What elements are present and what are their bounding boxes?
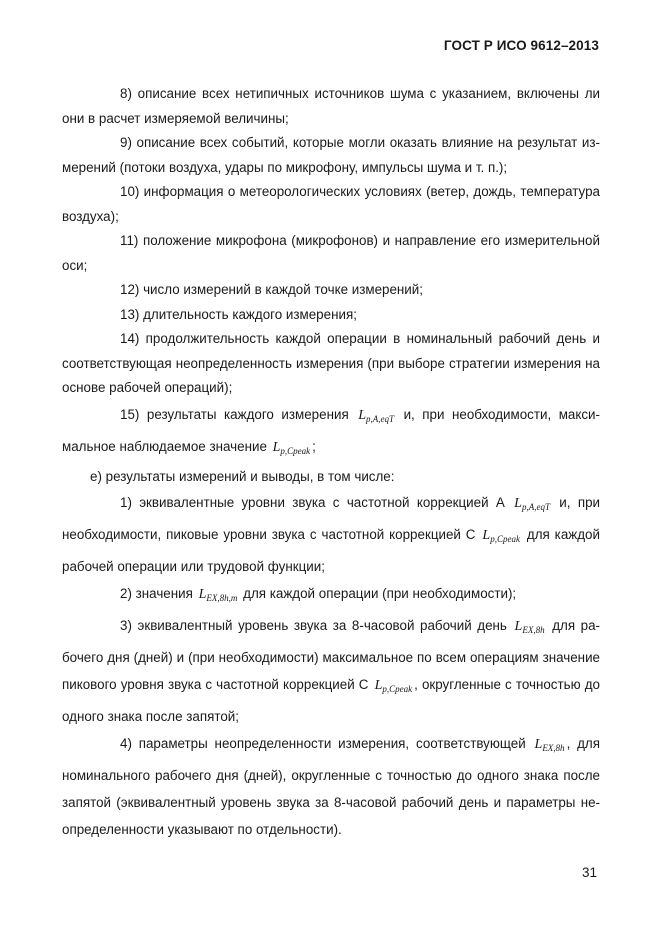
item-e3-text-b: для ра-бочего дня (дней) и (при необходимости) максимальное по всем операциям значение пикового уровня звука с частотной коррекцией С (62, 618, 601, 692)
symbol-lp-cpeak: $L_{p,Cpeak}$ (374, 678, 413, 694)
item-e1-text-a: 1) эквивалентные уровни звука с частотной коррекцией А (120, 495, 505, 510)
list-item-10: 10) информация о метеорологических условиях (ветер, дождь, температура воздуха); (62, 184, 600, 224)
document-header: ГОСТ Р ИСО 9612–2013 (443, 38, 599, 53)
symbol-lp-a-eqt: $L_{p,A,eqT}$ (358, 407, 395, 424)
list-item-e2 (62, 580, 600, 612)
symbol-lp-cpeak: $L_{p,Cpeak}$ (272, 439, 311, 456)
list-item-e3 (62, 612, 600, 730)
item-e2-text-b: для каждой операции (при необходимости); (243, 586, 517, 601)
item-e1-text-c: для каждой рабочей операции или трудовой функции; (62, 527, 600, 574)
list-item-8: 8) описание всех нетипичных источников шума с указанием, включены ли они в расчет измеряемой величины; (62, 86, 600, 126)
symbol-lex-8h: $L_{EX,8h}$ (534, 737, 565, 753)
list-item-15 (62, 401, 600, 465)
item-15-text-a: 15) результаты каждого измерения (120, 406, 349, 422)
list-item-12: 12) число измерений в каждой точке измерений; (120, 282, 423, 297)
page-number: 31 (581, 865, 597, 880)
symbol-lex-8h-m: $L_{EX,8h,m}$ (198, 587, 238, 603)
list-item-14: 14) продолжительность каждой операции в номинальный рабочий день и соответствующая неопределенность измерения (при выборе стратегии измерения на основе рабочей операций); (62, 331, 600, 395)
list-item-11: 11) положение микрофона (микрофонов) и направление его измерительной оси; (62, 233, 600, 273)
document-body (62, 82, 600, 843)
list-item-e1 (62, 489, 600, 580)
item-e4-text-b: , для номинального рабочего дня (дней), округленные с точностью до одного знака после запятой (эквивалентный уровень звука за 8-часовой рабочий день и параметры не-определенности указывают по отдельности). (62, 736, 600, 837)
list-item-13: 13) длительность каждого измерения; (120, 306, 357, 322)
item-e4-text-a: 4) параметры неопределенности измерения, соответствующей (120, 736, 526, 751)
list-item-e: е) результаты измерений и выводы, в том числе: (90, 468, 395, 484)
list-item-9: 9) описание всех событий, которые могли оказать влияние на результат из-мерений (потоки воздуха, удары по микрофону, импульсы шума и т. п.); (62, 135, 600, 175)
item-e2-text-a: 2) значения (120, 586, 193, 601)
list-item-e4 (62, 730, 600, 843)
symbol-lex-8h: $L_{EX,8h}$ (514, 619, 545, 635)
symbol-lp-cpeak: $L_{p,Cpeak}$ (482, 528, 520, 544)
item-e3-text-c: , округленные с точностью до одного знака после запятой; (62, 677, 600, 724)
symbol-lp-a-eqt: $L_{p,A,eqT}$ (514, 496, 550, 512)
item-15-text-b: и, при необходимости, макси-мальное наблюдаемое значение (62, 406, 600, 454)
item-15-text-c: ; (312, 438, 316, 454)
item-e3-text-a: 3) эквивалентный уровень звука за 8-часовой рабочий день (120, 618, 507, 633)
item-e1-text-b: и, при необходимости, пиковые уровни звука с частотной коррекцией С (62, 495, 600, 542)
